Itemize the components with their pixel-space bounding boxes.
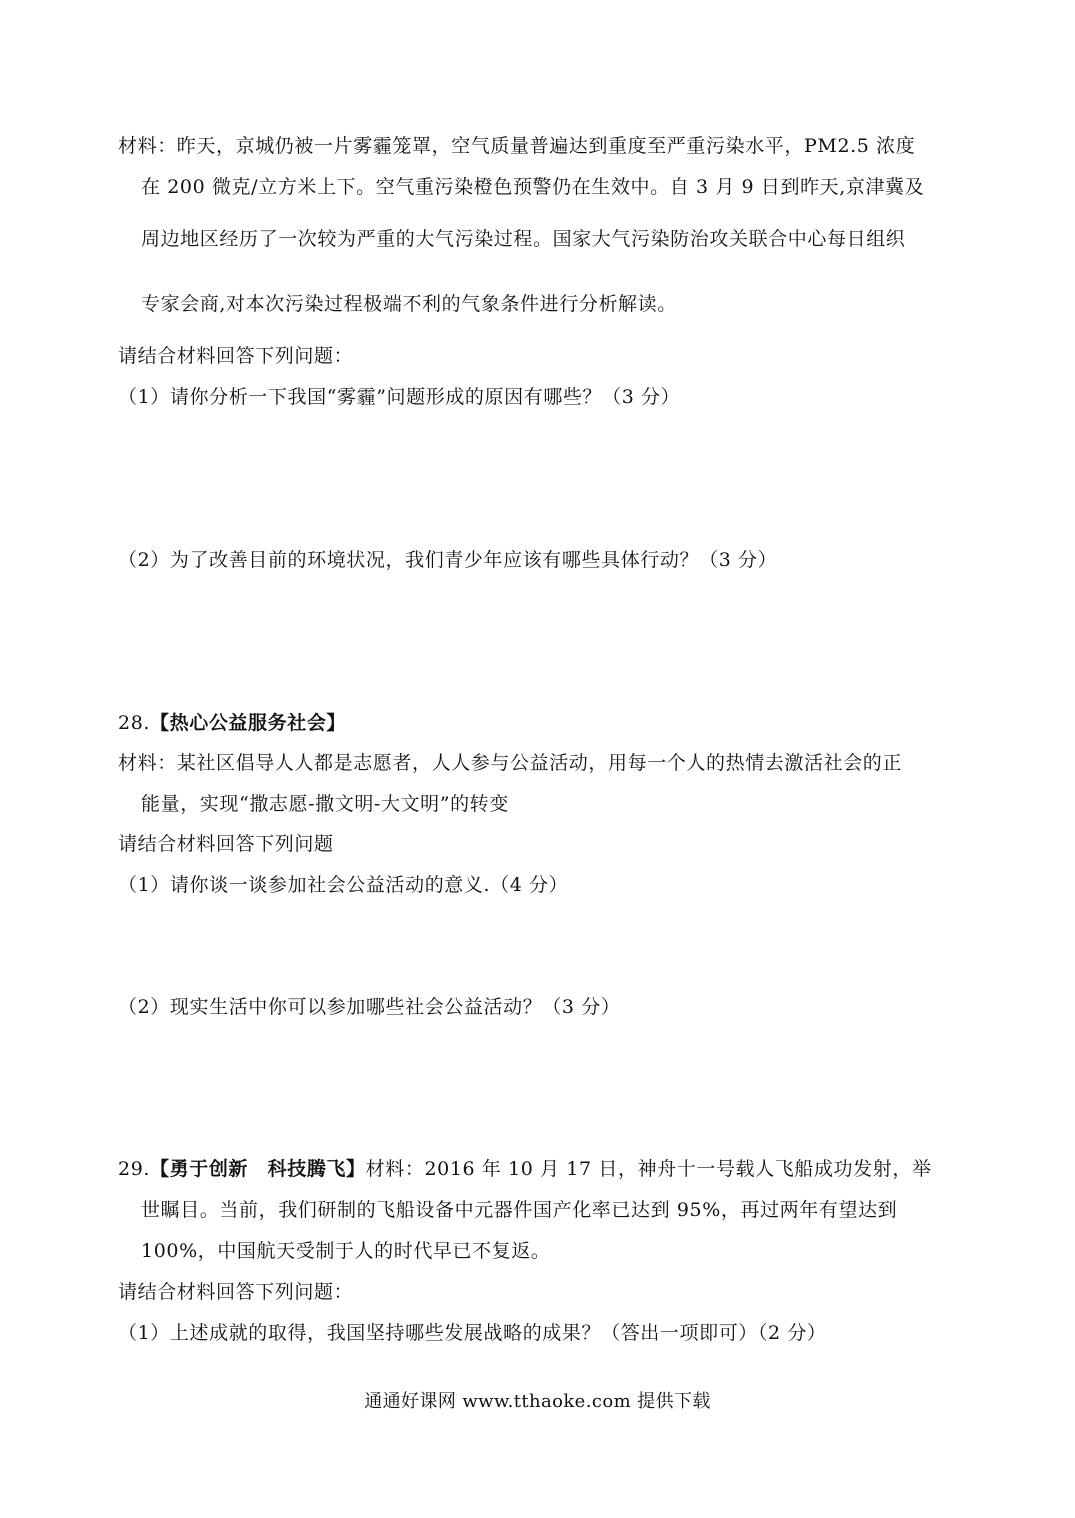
q27-material-line-2: 在 200 微克/立方米上下。空气重污染橙色预警仍在生效中。自 3 月 9 日到昨天,京津冀及 [141, 176, 925, 198]
q27-material-line-1: 材料：昨天，京城仍被一片雾霾笼罩，空气质量普遍达到重度至严重污染水平，PM2.5 浓度 [118, 135, 916, 157]
q27-question-2: （2）为了改善目前的环境状况，我们青少年应该有哪些具体行动？（3 分） [118, 549, 778, 571]
q29-material-line-1: 材料：2016 年 10 月 17 日，神舟十一号载人飞船成功发射，举 [365, 1158, 932, 1180]
q27-question-1: （1）请你分析一下我国“雾霾”问题形成的原因有哪些？（3 分） [118, 386, 681, 408]
q29-question-1: （1）上述成就的取得，我国坚持哪些发展战略的成果？（答出一项即可）（2 分） [118, 1322, 827, 1344]
q28-question-1: （1）请你谈一谈参加社会公益活动的意义.（4 分） [118, 874, 569, 896]
page-footer: 通通好课网 www.tthaoke.com 提供下载 [364, 1391, 711, 1412]
q29-title: 【勇于创新 科技腾飞】 [150, 1158, 366, 1180]
q28-number: 28. [118, 712, 151, 734]
q29-material-line-2: 世瞩目。当前，我们研制的飞船设备中元器件国产化率已达到 95%，再过两年有望达到 [141, 1199, 898, 1221]
q27-prompt: 请结合材料回答下列问题： [118, 345, 354, 367]
q28-title: 【热心公益服务社会】 [150, 712, 347, 734]
q29-number: 29. [118, 1158, 151, 1180]
q29-material-line-3: 100%，中国航天受制于人的时代早已不复返。 [141, 1240, 551, 1262]
q28-prompt: 请结合材料回答下列问题 [118, 833, 334, 855]
q29-prompt: 请结合材料回答下列问题： [118, 1281, 354, 1303]
q29-heading [118, 1156, 932, 1182]
q28-heading [118, 710, 346, 736]
q28-question-2: （2）现实生活中你可以参加哪些社会公益活动？（3 分） [118, 996, 621, 1018]
q27-material-line-4: 专家会商,对本次污染过程极端不利的气象条件进行分析解读。 [141, 293, 677, 315]
q27-material-line-3: 周边地区经历了一次较为严重的大气污染过程。国家大气污染防治攻关联合中心每日组织 [141, 228, 906, 250]
q28-material-line-1: 材料：某社区倡导人人都是志愿者，人人参与公益活动，用每一个人的热情去激活社会的正 [118, 752, 903, 774]
q28-material-line-2: 能量，实现“撒志愿-撒文明-大文明”的转变 [141, 793, 509, 815]
